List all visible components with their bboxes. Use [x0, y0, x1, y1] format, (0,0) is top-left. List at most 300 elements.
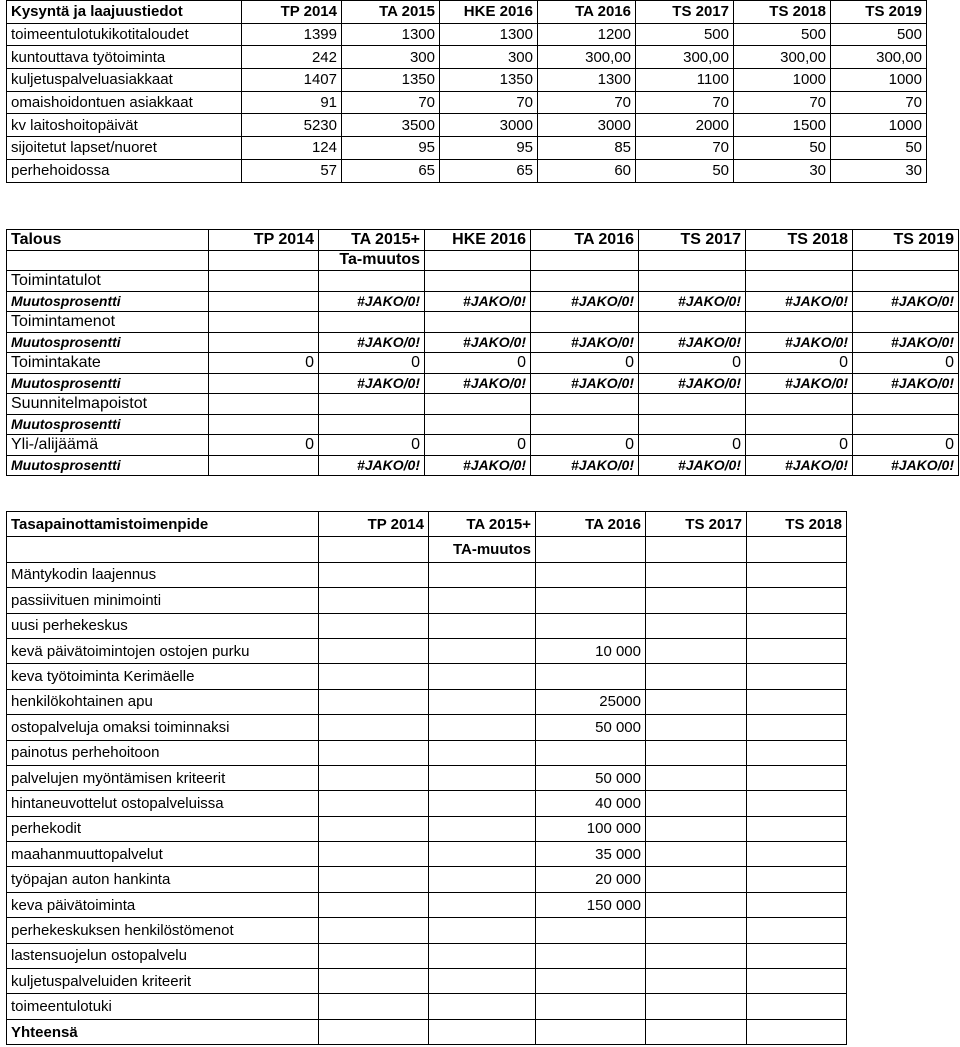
table-cell [319, 1019, 429, 1044]
table-cell [746, 312, 853, 333]
table-cell: 500 [636, 23, 734, 46]
column-header: TA 2016 [531, 230, 639, 251]
column-header: TS 2017 [646, 512, 747, 537]
table-cell: #JAKO/0! [531, 332, 639, 353]
table-cell [429, 791, 536, 816]
table-row [7, 271, 959, 292]
table-cell: #JAKO/0! [425, 455, 531, 476]
table-cell: 50 000 [536, 715, 646, 740]
table-row [7, 23, 927, 46]
table-cell [746, 271, 853, 292]
table-cell: 300,00 [636, 46, 734, 69]
table-cell [646, 689, 747, 714]
column-header: TP 2014 [209, 230, 319, 251]
table-cell [536, 918, 646, 943]
table-cell [429, 943, 536, 968]
table-cell: 60 [538, 159, 636, 182]
table-cell: 100 000 [536, 816, 646, 841]
table-cell [747, 892, 847, 917]
table-cell [536, 1019, 646, 1044]
table-cell [531, 312, 639, 333]
table-cell [319, 740, 429, 765]
table-row [7, 791, 847, 816]
table-cell: 70 [538, 91, 636, 114]
table-cell [747, 969, 847, 994]
table-cell [319, 638, 429, 663]
table-cell [209, 250, 319, 271]
table-row [7, 638, 847, 663]
table-cell [646, 892, 747, 917]
table-cell: 0 [209, 353, 319, 374]
table-cell: #JAKO/0! [853, 373, 959, 394]
table-cell [319, 689, 429, 714]
table-cell [853, 312, 959, 333]
table-row [7, 588, 847, 613]
table-cell [646, 715, 747, 740]
row-label: Muutosprosentti [7, 332, 209, 353]
total-row [7, 1019, 847, 1044]
table-cell: 300 [342, 46, 440, 69]
table-cell [319, 791, 429, 816]
row-label: kv laitoshoitopäivät [7, 114, 242, 137]
table-cell: #JAKO/0! [746, 455, 853, 476]
table-cell: 30 [734, 159, 831, 182]
table-cell [209, 332, 319, 353]
table-cell [747, 689, 847, 714]
row-label: Toimintakate [7, 353, 209, 374]
table-row [7, 765, 847, 790]
table-cell [531, 414, 639, 435]
table-cell: 500 [831, 23, 927, 46]
table-cell: 70 [342, 91, 440, 114]
table-cell: 30 [831, 159, 927, 182]
table-cell [747, 588, 847, 613]
column-header: TS 2019 [853, 230, 959, 251]
column-header: TP 2014 [242, 1, 342, 24]
table-cell [646, 765, 747, 790]
row-label: passiivituen minimointi [7, 588, 319, 613]
table-cell: 500 [734, 23, 831, 46]
table-cell [429, 994, 536, 1019]
table-cell: #JAKO/0! [746, 332, 853, 353]
table-cell [853, 250, 959, 271]
table-cell: #JAKO/0! [319, 455, 425, 476]
table-cell [319, 943, 429, 968]
table-cell [646, 664, 747, 689]
table-cell [7, 250, 209, 271]
table-cell [747, 562, 847, 587]
table-cell [319, 588, 429, 613]
table-cell [319, 816, 429, 841]
table-cell [747, 715, 847, 740]
table-cell [536, 969, 646, 994]
table-cell: 1399 [242, 23, 342, 46]
table-cell: 0 [639, 435, 746, 456]
row-label: toimeentulotuki [7, 994, 319, 1019]
table-cell [425, 394, 531, 415]
table-cell: 50 [734, 137, 831, 160]
table-row [7, 414, 959, 435]
table-cell: 1200 [538, 23, 636, 46]
row-label: Toimintamenot [7, 312, 209, 333]
table-row [7, 918, 847, 943]
table-row [7, 137, 927, 160]
table-cell [209, 373, 319, 394]
table-cell: 65 [342, 159, 440, 182]
table-cell [747, 816, 847, 841]
column-header: TS 2017 [639, 230, 746, 251]
table-cell [429, 892, 536, 917]
table-row [7, 613, 847, 638]
table-cell [531, 271, 639, 292]
table-header-row [7, 1, 927, 24]
table-cell: #JAKO/0! [531, 373, 639, 394]
table-cell [429, 842, 536, 867]
table-cell [646, 638, 747, 663]
total-label: Yhteensä [7, 1019, 319, 1044]
table-cell: #JAKO/0! [639, 332, 746, 353]
row-label: sijoitetut lapset/nuoret [7, 137, 242, 160]
table-cell [536, 613, 646, 638]
column-header: TS 2017 [636, 1, 734, 24]
table-cell: 70 [636, 91, 734, 114]
table-cell [319, 918, 429, 943]
table-cell: 242 [242, 46, 342, 69]
row-label: hintaneuvottelut ostopalveluissa [7, 791, 319, 816]
table-cell [319, 969, 429, 994]
table-cell: 10 000 [536, 638, 646, 663]
table-row [7, 114, 927, 137]
table-row [7, 664, 847, 689]
table-row [7, 332, 959, 353]
table-cell [853, 414, 959, 435]
table-cell: 0 [853, 353, 959, 374]
table-cell [747, 994, 847, 1019]
table-row [7, 969, 847, 994]
table-row [7, 373, 959, 394]
table-row [7, 892, 847, 917]
table-cell [646, 1019, 747, 1044]
table-cell: 95 [342, 137, 440, 160]
table-cell: #JAKO/0! [425, 373, 531, 394]
table-row [7, 943, 847, 968]
row-label: Muutosprosentti [7, 373, 209, 394]
table-cell: 124 [242, 137, 342, 160]
table-row [7, 455, 959, 476]
table-row [7, 69, 927, 92]
table-cell [747, 765, 847, 790]
table-cell: 0 [746, 435, 853, 456]
table-cell: #JAKO/0! [853, 455, 959, 476]
table-cell [429, 638, 536, 663]
table-cell: #JAKO/0! [319, 291, 425, 312]
table-cell [746, 414, 853, 435]
table-cell [747, 791, 847, 816]
table-cell: 0 [425, 353, 531, 374]
table-cell: 300,00 [831, 46, 927, 69]
table-cell: #JAKO/0! [531, 455, 639, 476]
table-cell [319, 414, 425, 435]
table-cell [531, 250, 639, 271]
table-cell: 70 [831, 91, 927, 114]
table-cell: #JAKO/0! [425, 291, 531, 312]
row-label: Mäntykodin laajennus [7, 562, 319, 587]
table-title: Kysyntä ja laajuustiedot [7, 1, 242, 24]
row-label: perhehoidossa [7, 159, 242, 182]
column-header: TA 2015+ [429, 512, 536, 537]
table-cell [536, 664, 646, 689]
table-cell [747, 1019, 847, 1044]
table-cell [209, 394, 319, 415]
table-cell: 70 [636, 137, 734, 160]
table-cell [747, 740, 847, 765]
table-cell [746, 250, 853, 271]
table-cell: #JAKO/0! [639, 455, 746, 476]
column-header: TS 2018 [734, 1, 831, 24]
table-cell [747, 943, 847, 968]
table-cell: 1000 [734, 69, 831, 92]
table-cell [646, 816, 747, 841]
table-cell: 1300 [538, 69, 636, 92]
table-cell [209, 291, 319, 312]
table-cell: 35 000 [536, 842, 646, 867]
row-label: Toimintatulot [7, 271, 209, 292]
table-row [7, 159, 927, 182]
table-row [7, 816, 847, 841]
table-cell [646, 562, 747, 587]
column-header: TP 2014 [319, 512, 429, 537]
table-cell [646, 842, 747, 867]
table-cell [639, 394, 746, 415]
table-cell: 1000 [831, 69, 927, 92]
table-cell [429, 588, 536, 613]
table-cell [536, 994, 646, 1019]
table-cell: 1300 [440, 23, 538, 46]
table-cell: 0 [319, 435, 425, 456]
table-cell: 85 [538, 137, 636, 160]
table-cell [646, 537, 747, 562]
table-cell: 20 000 [536, 867, 646, 892]
table-cell [425, 312, 531, 333]
row-label: perhekeskuksen henkilöstömenot [7, 918, 319, 943]
table-cell: 65 [440, 159, 538, 182]
column-header: TA 2015 [342, 1, 440, 24]
row-label: palvelujen myöntämisen kriteerit [7, 765, 319, 790]
row-label: ostopalveluja omaksi toiminnaksi [7, 715, 319, 740]
table-cell [536, 740, 646, 765]
row-label: toimeentulotukikotitaloudet [7, 23, 242, 46]
table-row [7, 46, 927, 69]
table-row [7, 842, 847, 867]
table-cell [319, 394, 425, 415]
table-cell: 3000 [440, 114, 538, 137]
row-label: Suunnitelmapoistot [7, 394, 209, 415]
table-cell [747, 842, 847, 867]
table-cell: 50 [636, 159, 734, 182]
table-row [7, 994, 847, 1019]
table-cell [319, 537, 429, 562]
table-cell [425, 271, 531, 292]
table-cell: 0 [853, 435, 959, 456]
table-title: Tasapainottamistoimenpide [7, 512, 319, 537]
table-header-row [7, 512, 847, 537]
table-cell: #JAKO/0! [639, 291, 746, 312]
table-cell: 0 [531, 435, 639, 456]
table-row [7, 562, 847, 587]
table-cell [319, 271, 425, 292]
table-cell [319, 715, 429, 740]
table-row [7, 715, 847, 740]
table-cell: 0 [746, 353, 853, 374]
table-cell [209, 312, 319, 333]
column-header: TS 2019 [831, 1, 927, 24]
table-cell [646, 613, 747, 638]
table-cell: 1300 [342, 23, 440, 46]
subheader-row [7, 250, 959, 271]
table-row [7, 291, 959, 312]
table-cell [209, 455, 319, 476]
row-label: omaishoidontuen asiakkaat [7, 91, 242, 114]
subheader-label: Ta-muutos [319, 250, 425, 271]
table-cell [429, 1019, 536, 1044]
table-cell [531, 394, 639, 415]
table-cell [646, 740, 747, 765]
table-cell [747, 613, 847, 638]
table-cell: 2000 [636, 114, 734, 137]
table-cell: 70 [734, 91, 831, 114]
row-label: keva työtoiminta Kerimäelle [7, 664, 319, 689]
table-cell [646, 588, 747, 613]
subheader-label: TA-muutos [429, 537, 536, 562]
table-cell [747, 664, 847, 689]
row-label: maahanmuuttopalvelut [7, 842, 319, 867]
table-cell: 1000 [831, 114, 927, 137]
column-header: TS 2018 [747, 512, 847, 537]
table-cell: 1350 [440, 69, 538, 92]
table-cell [747, 537, 847, 562]
table-cell [646, 969, 747, 994]
table-cell [853, 394, 959, 415]
table-cell [639, 312, 746, 333]
table-cell: 1350 [342, 69, 440, 92]
table-row [7, 312, 959, 333]
row-label: lastensuojelun ostopalvelu [7, 943, 319, 968]
row-label: uusi perhekeskus [7, 613, 319, 638]
table-cell: #JAKO/0! [319, 373, 425, 394]
table-cell [319, 613, 429, 638]
column-header: HKE 2016 [440, 1, 538, 24]
finance-table [6, 229, 959, 476]
row-label: työpajan auton hankinta [7, 867, 319, 892]
table-cell [319, 842, 429, 867]
table-cell: #JAKO/0! [531, 291, 639, 312]
column-header: HKE 2016 [425, 230, 531, 251]
column-header: TA 2015+ [319, 230, 425, 251]
table-row [7, 91, 927, 114]
table-cell [209, 271, 319, 292]
table-cell [429, 816, 536, 841]
table-cell: 1407 [242, 69, 342, 92]
column-header: TA 2016 [536, 512, 646, 537]
row-label: painotus perhehoitoon [7, 740, 319, 765]
table-cell [429, 918, 536, 943]
table-cell: 0 [319, 353, 425, 374]
table-cell [747, 918, 847, 943]
table-cell [639, 414, 746, 435]
table-cell: #JAKO/0! [425, 332, 531, 353]
table-cell: #JAKO/0! [746, 291, 853, 312]
table-cell [747, 638, 847, 663]
table-cell [536, 562, 646, 587]
subheader-row [7, 537, 847, 562]
row-label: Muutosprosentti [7, 291, 209, 312]
table-cell [746, 394, 853, 415]
table-cell [319, 994, 429, 1019]
table-cell: 0 [209, 435, 319, 456]
table-cell [209, 414, 319, 435]
table-cell: 1100 [636, 69, 734, 92]
row-label: kuntouttava työtoiminta [7, 46, 242, 69]
table-cell [429, 613, 536, 638]
table-cell [319, 867, 429, 892]
table-cell [646, 994, 747, 1019]
table-cell [7, 537, 319, 562]
table-cell: 1500 [734, 114, 831, 137]
table-cell [536, 588, 646, 613]
table-cell [639, 250, 746, 271]
table-cell: 3000 [538, 114, 636, 137]
table-cell: #JAKO/0! [319, 332, 425, 353]
table-cell [429, 765, 536, 790]
demand-table [6, 0, 927, 183]
table-cell: 70 [440, 91, 538, 114]
row-label: Muutosprosentti [7, 414, 209, 435]
row-label: kevä päivätoimintojen ostojen purku [7, 638, 319, 663]
table-cell [319, 312, 425, 333]
table-cell: 0 [425, 435, 531, 456]
column-header: TS 2018 [746, 230, 853, 251]
table-cell: 300,00 [734, 46, 831, 69]
table-row [7, 740, 847, 765]
table-cell [646, 943, 747, 968]
table-cell [319, 892, 429, 917]
row-label: perhekodit [7, 816, 319, 841]
table-cell: #JAKO/0! [853, 332, 959, 353]
table-cell [425, 414, 531, 435]
table-row [7, 435, 959, 456]
row-label: kuljetuspalveluiden kriteerit [7, 969, 319, 994]
row-label: kuljetuspalveluasiakkaat [7, 69, 242, 92]
table-cell [536, 943, 646, 968]
table-cell [646, 867, 747, 892]
table-cell [646, 791, 747, 816]
table-cell: 0 [531, 353, 639, 374]
row-label: keva päivätoiminta [7, 892, 319, 917]
table-row [7, 353, 959, 374]
row-label: Yli-/alijäämä [7, 435, 209, 456]
table-header-row [7, 230, 959, 251]
table-cell [429, 867, 536, 892]
table-cell: 57 [242, 159, 342, 182]
balancing-measures-table [6, 511, 847, 1045]
table-cell [429, 689, 536, 714]
table-row [7, 867, 847, 892]
table-cell [429, 969, 536, 994]
table-cell: #JAKO/0! [639, 373, 746, 394]
table-cell [429, 664, 536, 689]
row-label: henkilökohtainen apu [7, 689, 319, 714]
table-cell [536, 537, 646, 562]
